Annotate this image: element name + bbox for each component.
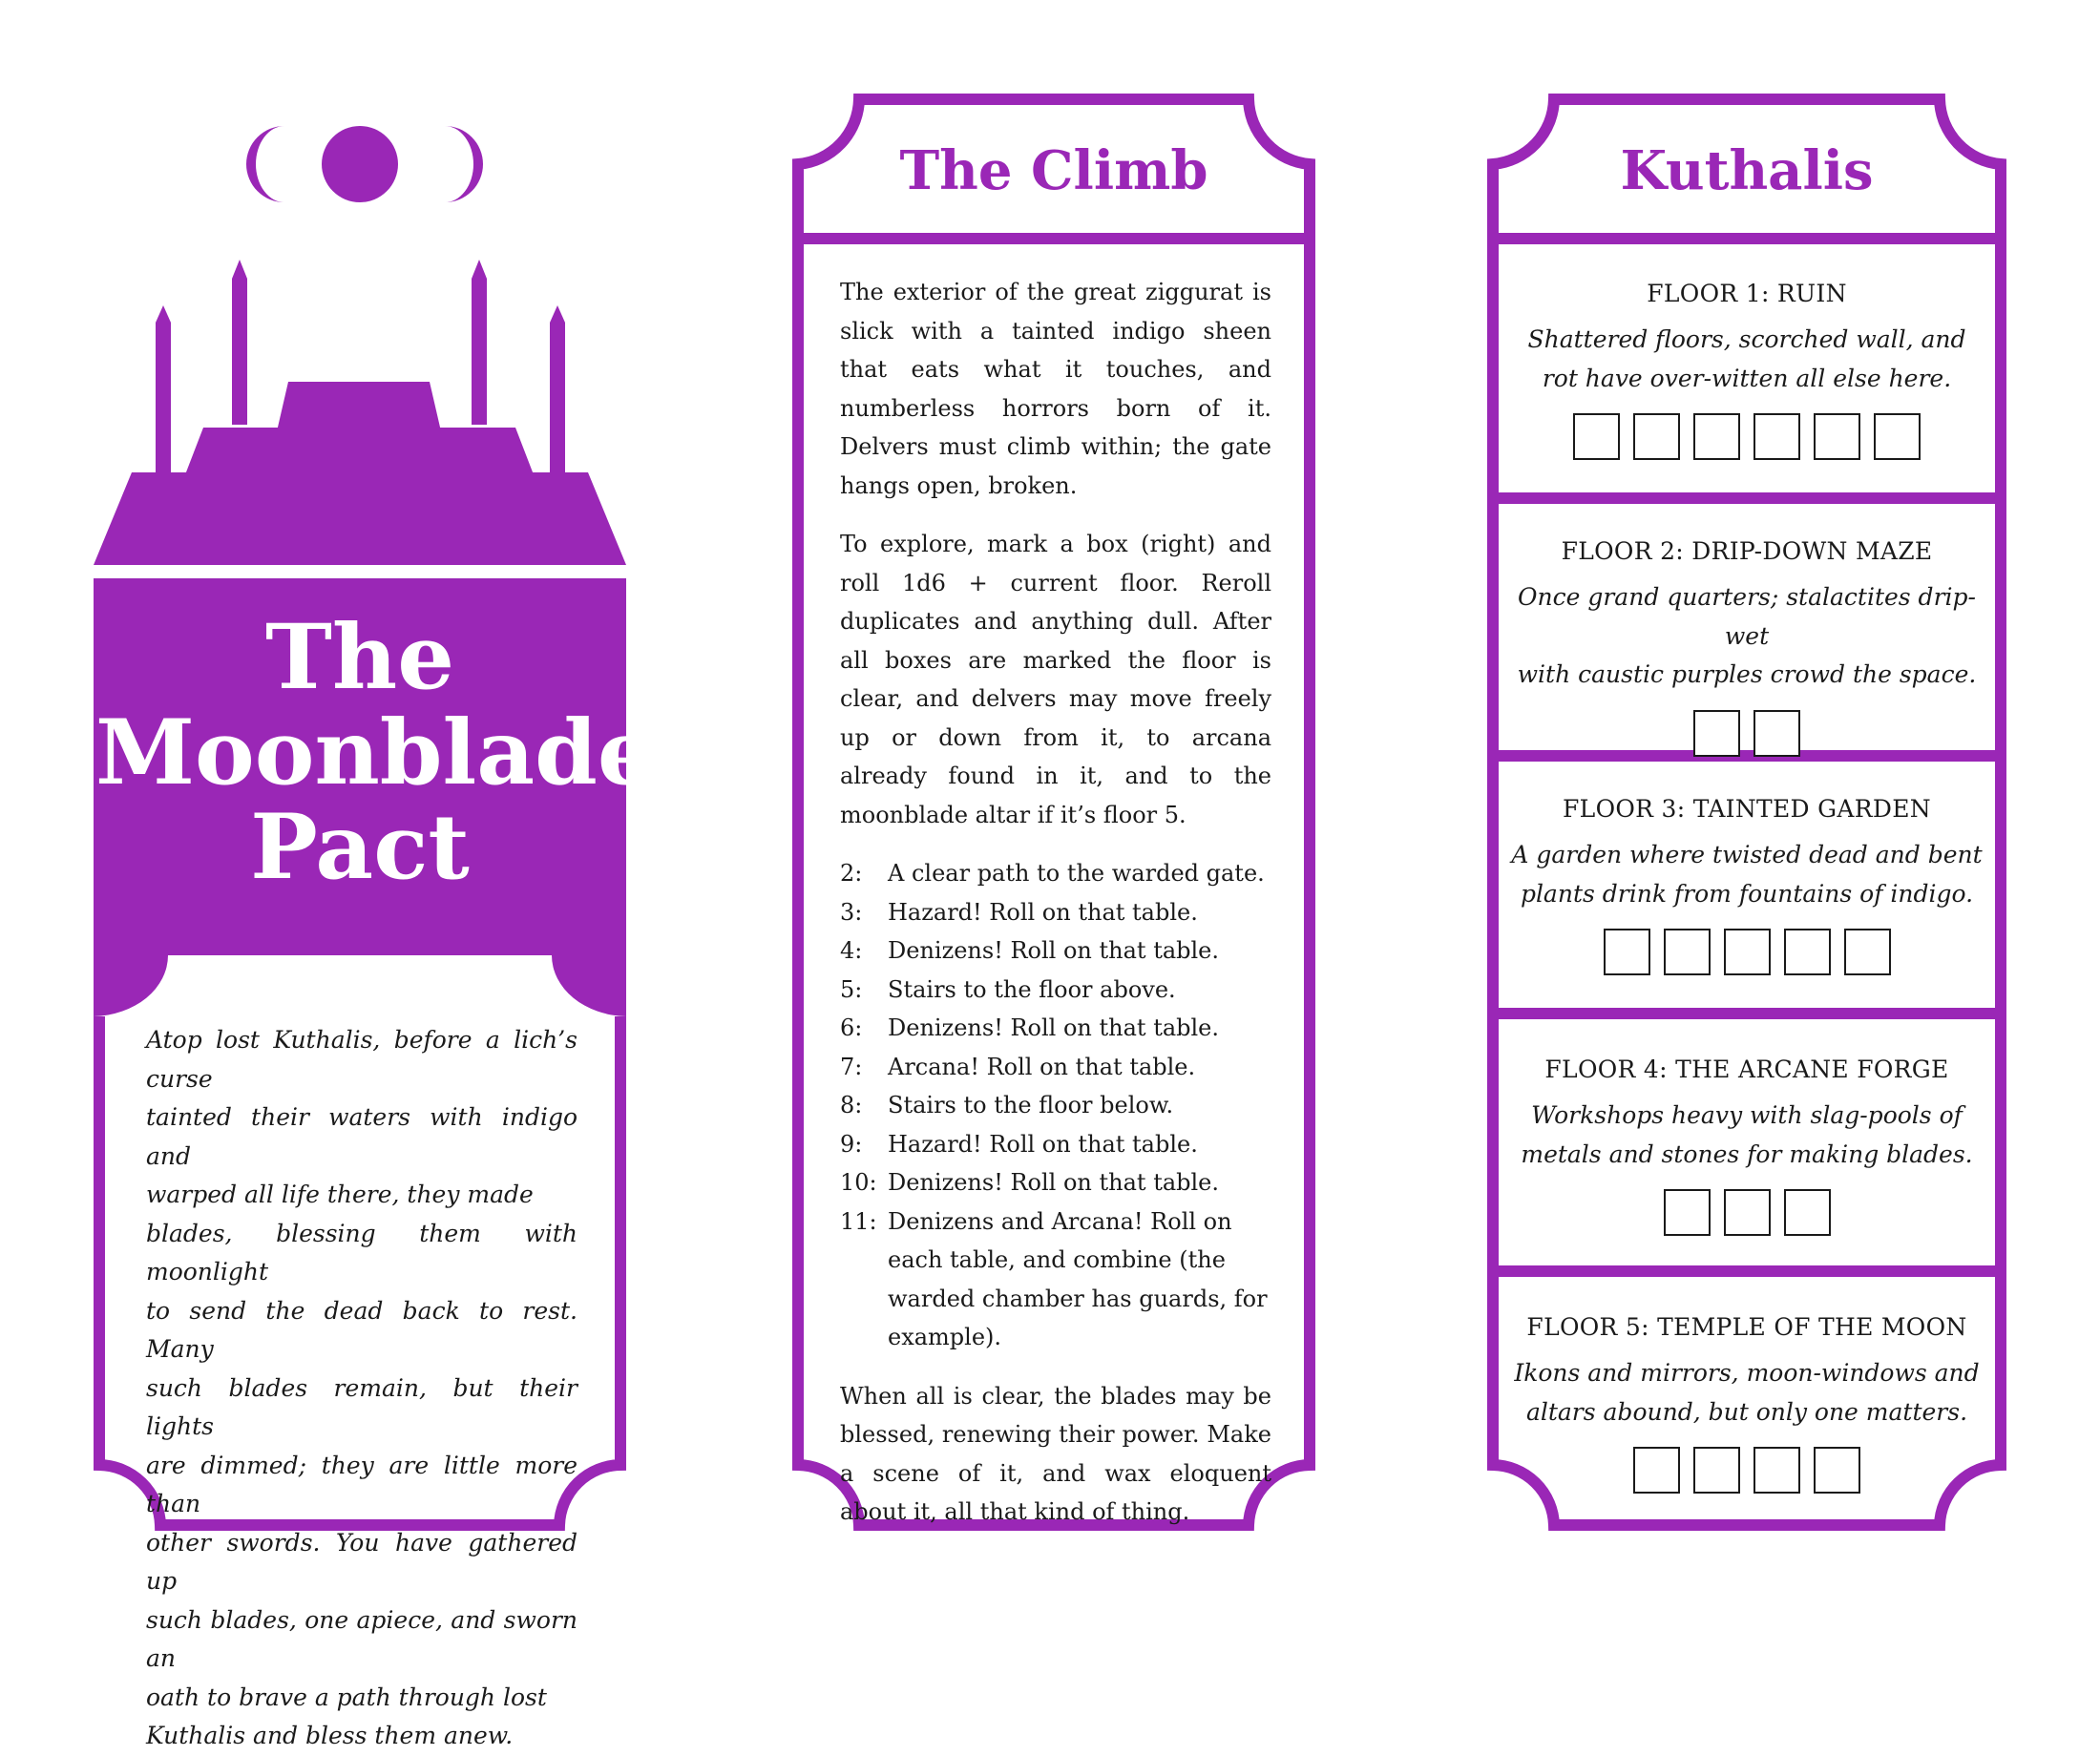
roll-number: 9: — [840, 1130, 863, 1158]
checkbox-row — [1498, 1189, 1996, 1236]
progress-checkbox[interactable] — [1814, 413, 1860, 460]
floor-description-line: Ikons and mirrors, moon-windows and — [1514, 1359, 1980, 1387]
intro-line: Kuthalis and bless them anew. — [146, 1722, 514, 1749]
floor-description — [1498, 321, 1996, 398]
progress-checkbox[interactable] — [1693, 1447, 1740, 1494]
floor-section — [1498, 534, 1996, 757]
roll-text: Hazard! Roll on that table. — [888, 898, 1198, 926]
progress-checkbox[interactable] — [1724, 929, 1771, 975]
roll-result-item — [840, 1125, 1271, 1164]
roll-number: 7: — [840, 1053, 863, 1080]
floor-description-line: Shattered floors, scorched wall, and — [1527, 325, 1966, 353]
checkbox-row — [1498, 710, 1996, 757]
floor-description — [1498, 578, 1996, 695]
progress-checkbox[interactable] — [1724, 1189, 1771, 1236]
cover-title-line: Moonblade — [95, 700, 655, 805]
roll-text: A clear path to the warded gate. — [888, 860, 1265, 887]
floor-description-line: Once grand quarters; stalactites drip-wet — [1518, 583, 1976, 650]
roll-result-item — [840, 1086, 1271, 1125]
intro-paragraph — [146, 1021, 578, 1756]
roll-result-item — [840, 971, 1271, 1010]
floor-description-line: altars abound, but only one matters. — [1525, 1397, 1968, 1426]
progress-checkbox[interactable] — [1633, 413, 1680, 460]
checkbox-row — [1498, 929, 1996, 975]
roll-number: 2: — [840, 860, 863, 887]
roll-result-item — [840, 931, 1271, 971]
roll-result-item — [840, 1163, 1271, 1202]
progress-checkbox[interactable] — [1754, 413, 1800, 460]
floor-description-line: metals and stones for making blades. — [1521, 1139, 1973, 1168]
progress-checkbox[interactable] — [1814, 1447, 1860, 1494]
progress-checkbox[interactable] — [1604, 929, 1650, 975]
progress-checkbox[interactable] — [1693, 413, 1740, 460]
roll-text: Stairs to the floor above. — [888, 975, 1176, 1003]
roll-number: 3: — [840, 898, 863, 926]
intro-line: are dimmed; they are little more than — [146, 1451, 578, 1517]
cover-title — [95, 605, 655, 901]
full-moon-icon — [322, 126, 398, 202]
roll-text: Hazard! Roll on that table. — [888, 1130, 1198, 1158]
intro-line: other swords. You have gathered up — [146, 1528, 578, 1595]
roll-result-item — [840, 1009, 1271, 1048]
intro-line: to send the dead back to rest. Many — [146, 1296, 578, 1363]
roll-number: 5: — [840, 975, 863, 1003]
floor-section — [1498, 1053, 1996, 1236]
progress-checkbox[interactable] — [1754, 710, 1800, 757]
progress-checkbox[interactable] — [1664, 1189, 1711, 1236]
floor-name: FLOOR 1: RUIN — [1647, 280, 1847, 307]
ziggurat-icon — [94, 260, 626, 565]
climb-paragraph: The exterior of the great ziggurat is slick with a tainted indigo sheen that eats what it touches, and numberless horrors born of it. Delvers must climb within; the gate hangs open, broken. — [840, 279, 1271, 499]
climb-paragraph: When all is clear, the blades may be blessed, renewing their power. Make a scene of it, and wax eloquent about it, all that kind of thing. — [840, 1382, 1271, 1525]
moon-phases — [246, 126, 483, 202]
floor-name: FLOOR 5: TEMPLE OF THE MOON — [1526, 1313, 1967, 1341]
roll-text: Stairs to the floor below. — [888, 1092, 1174, 1118]
waning-crescent-moon-icon — [445, 126, 483, 202]
progress-checkbox[interactable] — [1633, 1447, 1680, 1494]
intro-line: blades, blessing them with moonlight — [146, 1219, 578, 1286]
roll-text: Arcana! Roll on that table. — [888, 1053, 1196, 1080]
roll-result-item — [840, 1202, 1271, 1357]
roll-result-item — [840, 854, 1271, 893]
progress-checkbox[interactable] — [1664, 929, 1711, 975]
progress-checkbox[interactable] — [1844, 929, 1891, 975]
floor-description-line: with caustic purples crowd the space. — [1517, 660, 1977, 688]
progress-checkbox[interactable] — [1874, 413, 1921, 460]
intro-line: such blades, one apiece, and sworn an — [146, 1605, 578, 1672]
climb-paragraph: To explore, mark a box (right) and roll 1d6 + current floor. Reroll duplicates and anything dull. After all boxes are marked the floor is clear, and delvers may move freely up or down from it, to arcana already found in it, and to the moonblade altar if it’s floor 5. — [840, 531, 1271, 828]
intro-line: oath to brave a path through lost — [146, 1683, 547, 1711]
floor-description — [1498, 1097, 1996, 1174]
roll-number: 11: — [840, 1207, 877, 1235]
roll-number: 4: — [840, 937, 863, 964]
intro-line: such blades remain, but their lights — [146, 1373, 578, 1440]
floor-name: FLOOR 2: DRIP-DOWN MAZE — [1561, 537, 1933, 565]
roll-text: Denizens and Arcana! Roll on each table, and combine (the warded chamber has guards, for example). — [888, 1207, 1268, 1350]
roll-result-item — [840, 1048, 1271, 1087]
waxing-crescent-moon-icon — [246, 126, 284, 202]
roll-results-list — [840, 854, 1271, 1357]
progress-checkbox[interactable] — [1784, 1189, 1831, 1236]
floor-section — [1498, 277, 1996, 460]
roll-text: Denizens! Roll on that table. — [888, 1169, 1220, 1196]
kuthalis-title: Kuthalis — [1620, 139, 1874, 202]
checkbox-row — [1498, 1447, 1996, 1494]
cover-title-line: Pact — [250, 795, 470, 901]
floor-description-line: plants drink from fountains of indigo. — [1520, 879, 1974, 908]
floor-description-line: A garden where twisted dead and bent — [1511, 841, 1983, 868]
climb-title: The Climb — [899, 139, 1208, 202]
intro-line: tainted their waters with indigo and — [146, 1103, 578, 1170]
roll-number: 6: — [840, 1014, 863, 1041]
floor-section — [1498, 1310, 1996, 1494]
floor-description-line: Workshops heavy with slag-pools of — [1531, 1101, 1963, 1129]
roll-text: Denizens! Roll on that table. — [888, 937, 1220, 964]
roll-result-item — [840, 893, 1271, 932]
roll-text: Denizens! Roll on that table. — [888, 1014, 1220, 1041]
floor-description-line: rot have over-witten all else here. — [1542, 364, 1952, 392]
floor-description — [1498, 836, 1996, 913]
intro-line: Atop lost Kuthalis, before a lich’s curse — [146, 1026, 578, 1093]
climb-body — [840, 273, 1271, 1552]
progress-checkbox[interactable] — [1693, 710, 1740, 757]
progress-checkbox[interactable] — [1754, 1447, 1800, 1494]
floor-name: FLOOR 4: THE ARCANE FORGE — [1544, 1056, 1949, 1083]
intro-line: warped all life there, they made — [146, 1181, 534, 1208]
roll-number: 8: — [840, 1092, 863, 1118]
checkbox-row — [1498, 413, 1996, 460]
floor-description — [1498, 1354, 1996, 1432]
floor-section — [1498, 792, 1996, 975]
floor-name: FLOOR 3: TAINTED GARDEN — [1563, 795, 1931, 823]
roll-number: 10: — [840, 1169, 877, 1196]
progress-checkbox[interactable] — [1573, 413, 1620, 460]
progress-checkbox[interactable] — [1784, 929, 1831, 975]
cover-title-line: The — [264, 605, 455, 710]
